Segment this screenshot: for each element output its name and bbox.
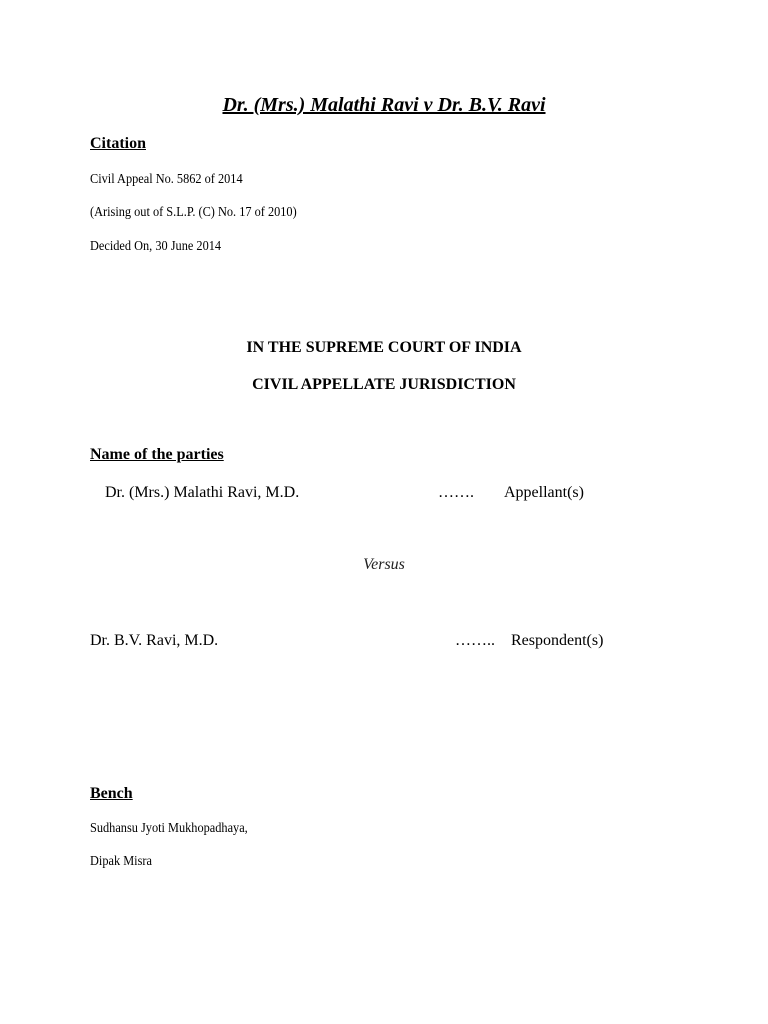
court-jurisdiction: CIVIL APPELLATE JURISDICTION (252, 376, 516, 393)
bench-judge: Sudhansu Jyoti Mukhopadhaya, (90, 821, 248, 836)
appellant-name: Dr. (Mrs.) Malathi Ravi, M.D. (105, 484, 300, 501)
appellant-role: Appellant(s) (504, 484, 584, 501)
bench-judge: Dipak Misra (90, 854, 152, 869)
respondent-name: Dr. B.V. Ravi, M.D. (90, 632, 219, 649)
citation-heading: Citation (90, 135, 146, 152)
respondent-role: Respondent(s) (511, 632, 604, 649)
civil-appeal-number: Civil Appeal No. 5862 of 2014 (90, 172, 243, 187)
arising-out-of: (Arising out of S.L.P. (C) No. 17 of 2010) (90, 205, 297, 220)
bench-heading: Bench (90, 785, 133, 802)
parties-heading: Name of the parties (90, 446, 224, 463)
court-name: IN THE SUPREME COURT OF INDIA (246, 339, 522, 356)
appellant-dots: ……. (438, 484, 474, 501)
versus-label: Versus (363, 556, 405, 573)
case-title: Dr. (Mrs.) Malathi Ravi v Dr. B.V. Ravi (222, 94, 546, 116)
respondent-dots: …….. (455, 632, 495, 649)
decided-on: Decided On, 30 June 2014 (90, 239, 222, 254)
